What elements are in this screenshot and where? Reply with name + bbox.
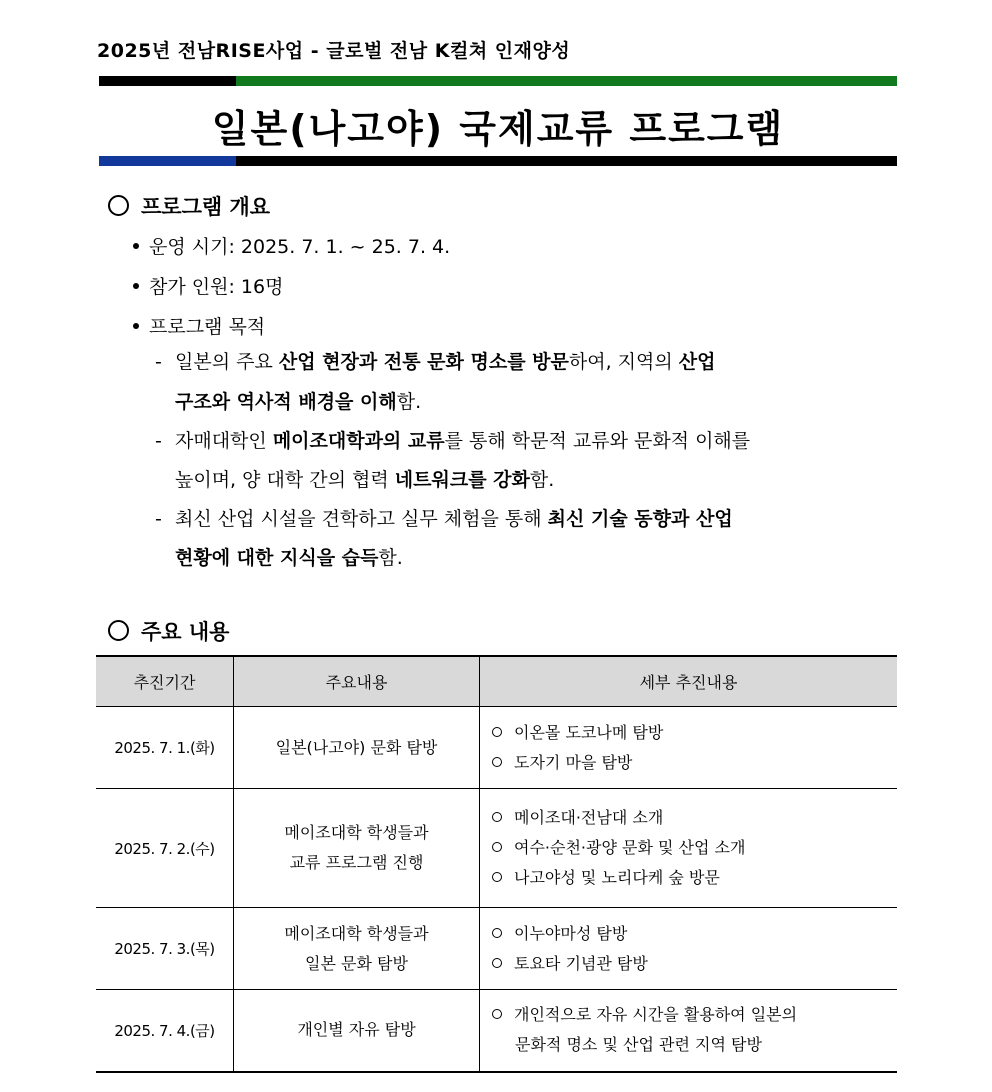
table-row (96, 990, 897, 1072)
small-circle-icon (492, 872, 502, 882)
detail-text: 토요타 기념관 탐방 (514, 953, 648, 973)
purpose-item (133, 312, 265, 339)
purpose-1-line-1 (155, 347, 716, 374)
period-text: 운영 시기: 2025. 7. 1. ~ 25. 7. 4. (149, 236, 451, 258)
emphasized-text: 네트워크를 강화 (394, 469, 530, 491)
detail-text: 도자기 마을 탐방 (514, 752, 633, 772)
purpose-1-line-2 (175, 387, 421, 414)
row-details (480, 789, 898, 908)
row-date: 2025. 7. 2.(수) (96, 789, 234, 908)
detail-text: 여수·순천·광양 문화 및 산업 소개 (514, 838, 746, 857)
small-circle-icon (492, 1009, 502, 1019)
bullet-icon (133, 323, 139, 329)
row-date: 2025. 7. 3.(목) (96, 908, 234, 990)
text-run: 높이며, 양 대학 간의 협력 (175, 469, 395, 491)
purpose-1-line-1-text (175, 351, 716, 373)
detail-item (492, 863, 896, 893)
detail-item (492, 803, 896, 833)
detail-text: 이온몰 도코나메 탐방 (514, 722, 664, 742)
emphasized-text: 산업 (678, 351, 716, 373)
column-header-period: 추진기간 (96, 656, 234, 707)
row-date: 2025. 7. 1.(화) (96, 707, 234, 789)
small-circle-icon (492, 958, 502, 968)
text-run: 자매대학인 (175, 430, 273, 452)
page-title: 일본(나고야) 국제교류 프로그램 (211, 107, 785, 151)
row-content-line: 교류 프로그램 진행 (289, 853, 424, 872)
title-top-bar (99, 76, 897, 86)
small-circle-icon (492, 842, 502, 852)
text-run: 를 통해 학문적 교류와 문화적 이해를 (444, 430, 751, 452)
purpose-2-line-1-text (175, 430, 750, 452)
detail-continuation: 문화적 명소 및 산업 관련 지역 탐방 (515, 1035, 762, 1055)
purpose-1-line-2-text (175, 391, 421, 413)
detail-item (492, 1000, 896, 1030)
dash-icon: - (155, 430, 162, 452)
row-details (480, 707, 898, 789)
row-content (234, 990, 480, 1072)
purpose-3-line-2 (175, 543, 403, 570)
row-content-line: 개인별 자유 탐방 (297, 1020, 416, 1040)
bullet-icon (133, 283, 139, 289)
row-content-line: 일본 문화 탐방 (305, 953, 408, 973)
purpose-2-line-1 (155, 426, 750, 453)
schedule-table (96, 655, 897, 1073)
title-bottom-bar (99, 156, 897, 166)
participants-item (133, 272, 283, 299)
emphasized-text: 현황에 대한 지식을 습득 (175, 547, 379, 569)
small-circle-icon (492, 757, 502, 767)
purpose-label: 프로그램 목적 (149, 316, 266, 338)
purpose-2-line-2-text (175, 469, 554, 491)
small-circle-icon (492, 812, 502, 822)
emphasized-text: 최신 기술 동향과 산업 (547, 508, 733, 530)
overview-heading (108, 191, 270, 221)
row-content (234, 707, 480, 789)
header-project-title: 2025년 전남RISE사업 - 글로벌 전남 K컬쳐 인재양성 (97, 40, 571, 62)
purpose-2-line-2 (175, 465, 554, 492)
row-details (480, 908, 898, 990)
detail-item (492, 718, 896, 748)
dash-icon: - (155, 351, 162, 373)
emphasized-text: 산업 현장과 전통 문화 명소를 방문 (278, 351, 569, 373)
table-header-row (96, 656, 897, 707)
small-circle-icon (492, 928, 502, 938)
detail-item (492, 919, 896, 949)
bullet-icon (133, 243, 139, 249)
detail-text: 메이조대·전남대 소개 (514, 808, 664, 827)
detail-item (492, 748, 896, 778)
top-bar-black-segment (99, 76, 236, 86)
table-row (96, 707, 897, 789)
column-header-content: 주요내용 (234, 656, 480, 707)
participants-text: 참가 인원: 16명 (149, 276, 284, 298)
text-run: 함. (396, 391, 422, 413)
emphasized-text: 구조와 역사적 배경을 이해 (175, 391, 397, 413)
small-circle-icon (492, 727, 502, 737)
main-content-heading (108, 616, 229, 646)
row-content-line: 메이조대학 학생들과 (284, 923, 429, 943)
top-bar-green-segment (236, 76, 897, 86)
row-details (480, 990, 898, 1072)
purpose-3-line-1-text (175, 508, 733, 530)
detail-item (492, 949, 896, 979)
text-run: 최신 산업 시설을 견학하고 실무 체험을 통해 (175, 508, 548, 530)
detail-text: 이누야마성 탐방 (514, 923, 628, 943)
row-content-line: 메이조대학 학생들과 (284, 823, 429, 842)
bottom-bar-black-segment (236, 156, 897, 166)
detail-item (492, 833, 896, 863)
text-run: 일본의 주요 (175, 351, 279, 373)
detail-text: 나고야성 및 노리다케 숲 방문 (514, 868, 720, 887)
purpose-3-line-2-text (175, 547, 403, 569)
table-row (96, 908, 897, 990)
hollow-circle-icon (108, 620, 129, 641)
table-row (96, 789, 897, 908)
overview-heading-text: 프로그램 개요 (141, 195, 271, 219)
text-run: 함. (529, 469, 555, 491)
detail-text: 개인적으로 자유 시간을 활용하여 일본의 (514, 1005, 798, 1025)
row-content (234, 789, 480, 908)
text-run: 하여, 지역의 (568, 351, 679, 373)
text-run: 함. (378, 547, 403, 569)
main-content-heading-text: 주요 내용 (141, 620, 230, 644)
period-item (133, 232, 450, 259)
emphasized-text: 메이조대학과의 교류 (272, 430, 445, 452)
hollow-circle-icon (108, 195, 129, 216)
dash-icon: - (155, 508, 162, 530)
bottom-bar-blue-segment (99, 156, 236, 166)
row-date: 2025. 7. 4.(금) (96, 990, 234, 1072)
row-content-line: 일본(나고야) 문화 탐방 (275, 737, 438, 757)
purpose-3-line-1 (155, 504, 733, 531)
column-header-details: 세부 추진내용 (480, 656, 898, 707)
row-content (234, 908, 480, 990)
